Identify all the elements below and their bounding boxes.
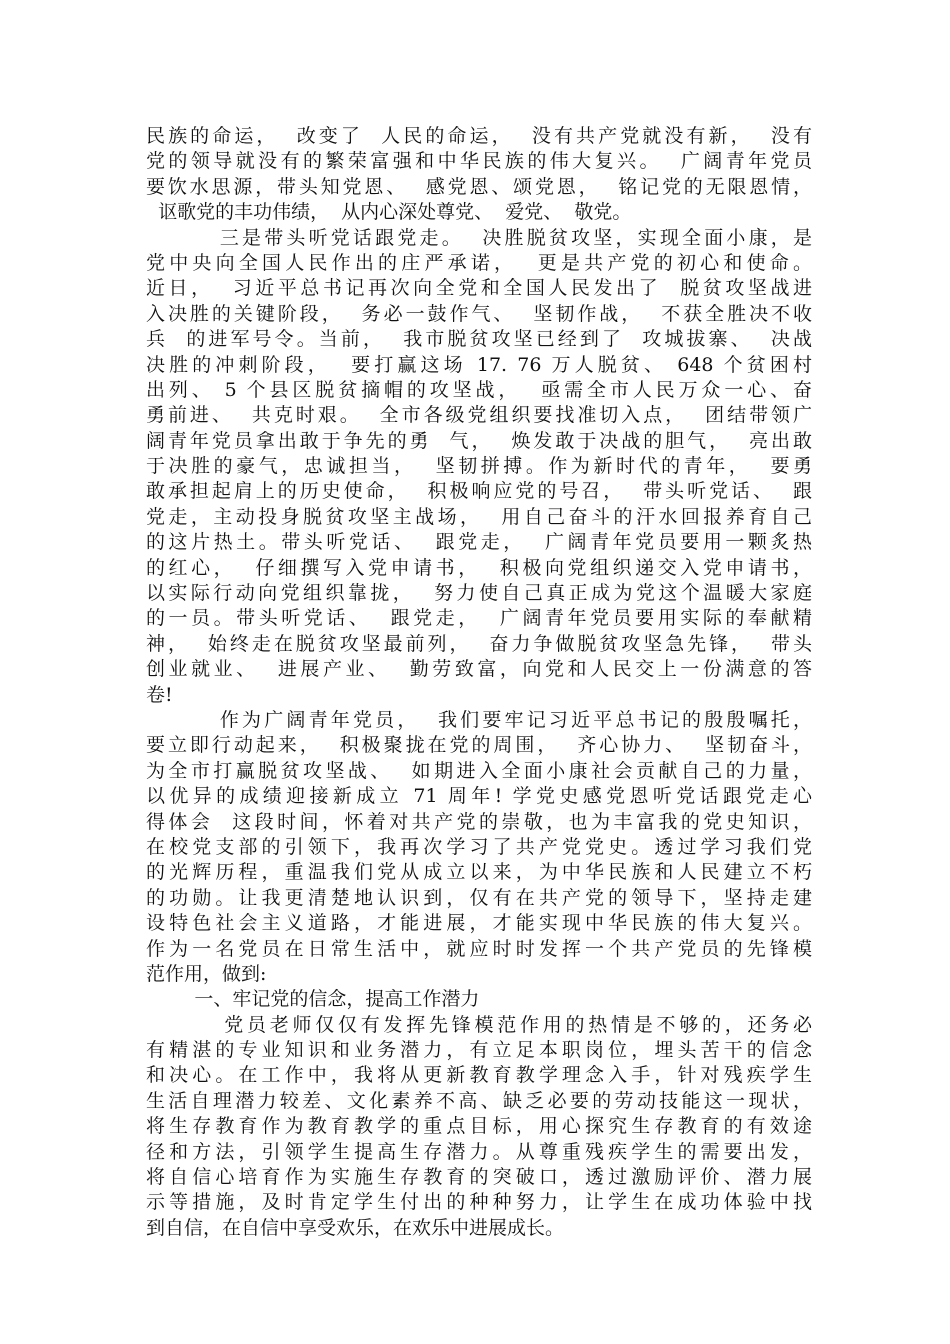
text-line: 径和方法，引领学生提高生存潜力。从尊重残疾学生的需要出发， bbox=[146, 1140, 812, 1163]
text-line: 出列、 5 个县区脱贫摘帽的攻坚战， 亟需全市人民万众一心、奋 bbox=[146, 378, 812, 401]
text-line: 兵 的进军号令。当前， 我市脱贫攻坚已经到了 攻城拔寨、 决战 bbox=[146, 328, 812, 351]
text-line: 党员老师仅仅有发挥先锋模范作用的热情是不够的，还务必 bbox=[146, 1013, 812, 1036]
text-line: 将生存教育作为教育教学的重点目标，用心探究生存教育的有效途 bbox=[146, 1115, 812, 1138]
text-line: 民族的命运， 改变了 人民的命运， 没有共产党就没有新， 没有 bbox=[146, 125, 812, 147]
text-line: 党中央向全国人民作出的庄严承诺， 更是共产党的初心和使命。 bbox=[146, 251, 812, 274]
text-line: 到自信，在自信中享受欢乐，在欢乐中进展成长。 bbox=[146, 1216, 565, 1239]
text-line: 将自信心培育作为实施生存教育的突破口，透过激励评价、潜力展 bbox=[146, 1166, 812, 1189]
text-line: 神， 始终走在脱贫攻坚最前列， 奋力争做脱贫攻坚急先锋， 带头 bbox=[146, 632, 812, 655]
text-line: 有精湛的专业知识和业务潜力，有立足本职岗位，埋头苦干的信念 bbox=[146, 1039, 812, 1062]
text-line: 设特色社会主义道路，才能进展，才能实现中华民族的伟大复兴。 bbox=[146, 912, 812, 935]
text-line: 创业就业、 进展产业、 勤劳致富，向党和人民交上一份满意的答 bbox=[146, 658, 812, 681]
text-line: 党的领导就没有的繁荣富强和中华民族的伟大复兴。 广阔青年党员 bbox=[146, 150, 812, 173]
text-line: 入决胜的关键阶段， 务必一鼓作气、 坚韧作战， 不获全胜决不收 bbox=[146, 302, 812, 325]
text-line: 敢承担起肩上的历史使命， 积极响应党的号召， 带头听党话、 跟 bbox=[146, 480, 812, 503]
text-line: 的红心， 仔细撰写入党申请书， 积极向党组织递交入党申请书， bbox=[146, 556, 812, 579]
text-line: 的光辉历程，重温我们党从成立以来，为中华民族和人民建立不朽 bbox=[146, 861, 812, 884]
text-line: 示等措施，及时肯定学生付出的种种努力，让学生在成功体验中找 bbox=[146, 1191, 812, 1214]
text-line: 得体会 这段时间，怀着对共产党的崇敬，也为丰富我的党史知识， bbox=[146, 810, 812, 833]
text-line: 以实际行动向党组织靠拢， 努力使自己真正成为党这个温暖大家庭 bbox=[146, 582, 812, 605]
text-line: 在校党支部的引领下，我再次学习了共产党党史。透过学习我们党 bbox=[146, 835, 812, 858]
text-line: 生活自理潜力较差、文化素养不高、缺乏必要的劳动技能这一现状， bbox=[146, 1089, 812, 1112]
text-line: 作为一名党员在日常生活中，就应时时发挥一个共产党员的先锋模 bbox=[146, 937, 812, 960]
text-line: 决胜的冲刺阶段， 要打赢这场 17. 76 万人脱贫、 648 个贫困村 bbox=[146, 353, 812, 376]
text-line: 三是带头听党话跟党走。 决胜脱贫攻坚，实现全面小康，是 bbox=[146, 226, 812, 249]
text-line: 的一员。带头听党话、 跟党走， 广阔青年党员要用实际的奉献精 bbox=[146, 607, 812, 630]
text-line: 一、牢记党的信念，提高工作潜力 bbox=[146, 988, 480, 1011]
text-line: 讴歌党的丰功伟绩， 从内心深处尊党、 爱党、 敬党。 bbox=[146, 201, 632, 224]
text-line: 的功勋。让我更清楚地认识到，仅有在共产党的领导下，坚持走建 bbox=[146, 886, 812, 909]
text-line: 勇前进、 共克时艰。 全市各级党组织要找准切入点， 团结带领广 bbox=[146, 404, 812, 427]
text-line: 于决胜的豪气，忠诚担当， 坚韧拼搏。作为新时代的青年， 要勇 bbox=[146, 455, 812, 478]
text-line: 要饮水思源，带头知党恩、 感党恩、颂党恩， 铭记党的无限恩情， bbox=[146, 175, 812, 198]
text-line: 近日， 习近平总书记再次向全党和全国人民发出了 脱贫攻坚战进 bbox=[146, 277, 812, 300]
text-line: 要立即行动起来， 积极聚拢在党的周围， 齐心协力、 坚韧奋斗， bbox=[146, 734, 812, 757]
document-body bbox=[146, 124, 812, 1241]
text-line: 阔青年党员拿出敢于争先的勇 气， 焕发敢于决战的胆气， 亮出敢 bbox=[146, 429, 812, 452]
text-line: 的这片热土。带头听党话、 跟党走， 广阔青年党员要用一颗炙热 bbox=[146, 531, 812, 554]
text-line: 以优异的成绩迎接新成立 71 周年! 学党史感党恩听党话跟党走心 bbox=[146, 785, 812, 808]
text-line: 党走，主动投身脱贫攻坚主战场， 用自己奋斗的汗水回报养育自己 bbox=[146, 505, 812, 528]
text-line: 卷! bbox=[146, 683, 173, 706]
text-line: 和决心。在工作中，我将从更新教育教学理念入手，针对残疾学生 bbox=[146, 1064, 812, 1087]
text-line: 为全市打赢脱贫攻坚战、 如期进入全面小康社会贡献自己的力量， bbox=[146, 759, 812, 782]
text-line: 作为广阔青年党员， 我们要牢记习近平总书记的殷殷嘱托， bbox=[146, 708, 812, 731]
text-line: 范作用，做到: bbox=[146, 962, 267, 985]
